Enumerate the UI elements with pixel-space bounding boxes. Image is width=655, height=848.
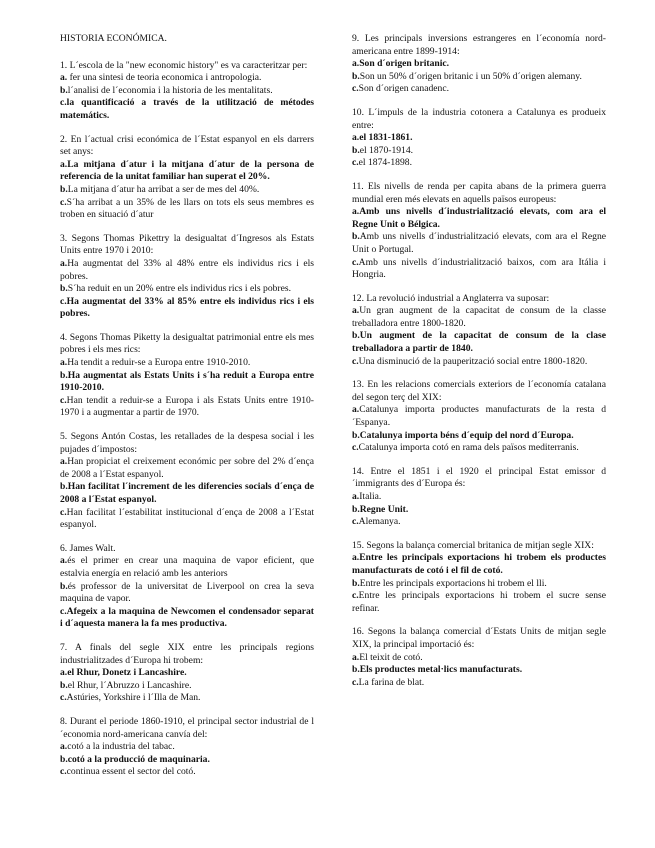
option-letter: a. xyxy=(60,158,68,170)
option-letter: c. xyxy=(352,157,359,169)
question-stem: 7. A finals del segle XIX entre les principals regions industrialitzades d´Europa hi trobem: xyxy=(60,641,314,666)
option-text: Alemanya. xyxy=(358,516,401,528)
answer-option xyxy=(60,456,314,481)
option-letter: a. xyxy=(352,491,360,502)
option-text: Una disminució de la pauperització social entre 1800-1820. xyxy=(358,355,588,367)
option-letter: a. xyxy=(60,72,68,84)
option-letter: c. xyxy=(352,590,359,602)
option-text: Amb uns nivells d´industrialització baixos, com ara Itália i Hongria. xyxy=(352,256,606,281)
option-text: cotó a la producció de maquinaria. xyxy=(67,753,210,765)
answer-option xyxy=(352,83,606,96)
answer-option-correct xyxy=(352,664,606,677)
answer-option-correct xyxy=(352,552,606,577)
answer-option xyxy=(60,72,314,85)
right-column xyxy=(352,33,606,700)
answer-option-correct xyxy=(352,132,606,145)
answer-option xyxy=(352,157,606,170)
answer-option-correct xyxy=(60,370,314,395)
option-letter: c. xyxy=(352,355,359,367)
answer-option-correct xyxy=(60,481,314,506)
answer-option xyxy=(60,283,314,296)
option-text: la quantificació a través de la utilització de métodes matemátics. xyxy=(60,97,314,121)
option-letter: a. xyxy=(352,206,360,218)
option-letter: b. xyxy=(60,369,68,381)
option-text: Catalunya importa productes manufacturats de la resta d´Espanya. xyxy=(352,404,606,429)
option-letter: a. xyxy=(60,741,68,753)
option-text: El teixit de cotó. xyxy=(359,651,423,663)
option-text: Amb uns nivells d´industrialització elevats, com ara el Regne Unit o Portugal. xyxy=(352,231,606,255)
option-letter: b. xyxy=(352,503,360,515)
option-text: continua essent el sector del cotó. xyxy=(66,766,196,778)
option-letter: b. xyxy=(352,664,360,676)
answer-option-correct xyxy=(60,606,314,631)
answer-option-correct xyxy=(352,504,606,517)
option-text: Han facilitat l´increment de les diferencies socials d´ença de 2008 a l´Estat espanyol. xyxy=(60,481,314,505)
option-letter: a. xyxy=(352,132,360,144)
option-letter: a. xyxy=(60,257,68,269)
option-letter: c. xyxy=(352,676,359,688)
answer-option-correct xyxy=(60,97,314,122)
answer-option xyxy=(352,145,606,158)
option-text: Catalunya importa béns d´equip del nord d´Europa. xyxy=(359,429,574,441)
option-text: Un gran augment de la capacitat de consum de la classe treballadora entre 1800-1820. xyxy=(352,305,606,329)
option-letter: b. xyxy=(60,183,68,195)
answer-option xyxy=(352,578,606,591)
answer-option xyxy=(60,741,314,754)
question-block xyxy=(352,379,606,455)
option-text: Ha augmentat als Estats Units i s´ha reduit a Europa entre 1910-2010. xyxy=(60,369,314,394)
question-stem: 5. Segons Antón Costas, les retallades de la despesa social i les pujades d´impostos: xyxy=(60,431,314,455)
question-stem: 2. En l´actual crisi económica de l´Estat espanyol en els darrers set anys: xyxy=(60,133,314,158)
answer-option xyxy=(352,516,606,529)
question-block xyxy=(352,626,606,689)
option-text: Han tendit a reduir-se a Europa i als Estats Units entre 1910-1970 i a augmentar a partir de 1970. xyxy=(60,394,314,419)
option-text: Afegeix a la maquina de Newcomen el condensador separat i d´aquesta manera la fa mes productiva. xyxy=(60,605,314,630)
option-letter: c. xyxy=(352,83,359,95)
answer-option xyxy=(60,395,314,420)
answer-option-correct xyxy=(60,667,314,680)
option-letter: a. xyxy=(60,555,68,567)
question-block xyxy=(60,134,314,222)
option-letter: b. xyxy=(352,231,360,243)
question-block xyxy=(352,33,606,96)
option-text: Astúries, Yorkshire i l´Illa de Man. xyxy=(66,692,201,704)
answer-option xyxy=(60,507,314,532)
option-text: Amb uns nivells d´industrialització elevats, com ara el Regne Unit o Bélgica. xyxy=(352,206,606,230)
option-letter: c. xyxy=(352,256,359,268)
option-letter: a. xyxy=(352,552,360,564)
option-text: és professor de la universitat de Liverpool on crea la seva maquina de vapor. xyxy=(60,580,314,605)
option-letter: b. xyxy=(60,84,68,96)
answer-option xyxy=(60,184,314,197)
option-text: Entre les principals exportacions hi trobem els productes manufacturats de cotó i el fil de cotó. xyxy=(352,552,606,576)
answer-option-correct xyxy=(352,58,606,71)
answer-option xyxy=(352,231,606,256)
option-letter: b. xyxy=(352,577,360,589)
answer-option xyxy=(352,356,606,369)
option-text: el 1831-1861. xyxy=(359,132,413,144)
option-text: Entre les principals exportacions hi trobem el lli. xyxy=(359,577,547,589)
option-letter: b. xyxy=(352,330,360,342)
question-stem: 3. Segons Thomas Pikettry la desigualtat d´Ingresos als Estats Units entre 1970 i 2010: xyxy=(60,232,314,257)
question-stem: 9. Les principals inversions estrangeres en l´economía nord-americana entre 1899-1914: xyxy=(352,33,606,57)
question-stem: 8. Durant el periode 1860-1910, el principal sector industrial de l´economia nord-americana canvía del: xyxy=(60,715,314,740)
answer-option xyxy=(352,442,606,455)
question-block xyxy=(352,540,606,616)
question-block xyxy=(352,107,606,170)
answer-option-correct xyxy=(60,754,314,767)
option-letter: a. xyxy=(352,58,360,70)
option-letter: c. xyxy=(60,295,67,307)
option-letter: c. xyxy=(352,442,359,454)
option-text: Ha augmentat del 33% al 48% entre els individus rics i els pobres. xyxy=(60,257,314,282)
option-text: La farina de blat. xyxy=(358,676,425,688)
answer-option xyxy=(60,680,314,693)
question-block xyxy=(60,233,314,321)
option-text: cotó a la industria del tabac. xyxy=(67,741,175,753)
option-text: Ha augmentat del 33% al 85% entre els individus rics i els pobres. xyxy=(60,295,314,320)
option-letter: c. xyxy=(60,605,67,617)
answer-option xyxy=(60,85,314,98)
option-letter: c. xyxy=(352,516,359,528)
answer-option xyxy=(352,404,606,429)
answer-option xyxy=(352,305,606,330)
question-block xyxy=(352,293,606,369)
question-stem: 15. Segons la balança comercial britanica de mitjan segle XIX: xyxy=(352,539,594,551)
option-letter: b. xyxy=(60,753,68,765)
answer-option xyxy=(60,581,314,606)
question-block xyxy=(60,332,314,420)
question-stem: 11. Els nivells de renda per capita abans de la primera guerra mundial eren més elevats en aquells països europeus: xyxy=(352,180,606,205)
left-column xyxy=(60,33,314,790)
option-letter: c. xyxy=(60,506,67,518)
question-stem: 4. Segons Thomas Piketty la desigualtat patrimonial entre els mes pobres i els mes rics: xyxy=(60,331,314,356)
question-stem: 16. Segons la balança comercial d´Estats Units de mitjan segle XIX, la principal importació és: xyxy=(352,626,606,650)
question-block xyxy=(352,181,606,282)
option-letter: b. xyxy=(352,70,360,82)
option-letter: c. xyxy=(60,766,67,778)
option-letter: a. xyxy=(352,305,360,317)
option-text: S´ha reduit en un 20% entre els individus rics i els pobres. xyxy=(67,283,292,295)
answer-option xyxy=(60,258,314,283)
question-block xyxy=(60,642,314,705)
option-letter: b. xyxy=(60,283,68,295)
option-letter: b. xyxy=(352,144,360,156)
option-letter: a. xyxy=(60,357,68,369)
option-text: és el primer en crear una maquina de vapor eficient, que estalvia energía en relació amb les anteriors xyxy=(60,555,314,579)
option-text: Han propiciat el creixement económic per sobre del 2% d´ença de 2008 a l´Estat espanyol. xyxy=(60,456,314,480)
option-text: el 1870-1914. xyxy=(359,144,414,156)
document-title: HISTORIA ECONÓMICA. xyxy=(60,33,167,44)
option-letter: a. xyxy=(60,456,68,468)
question-block xyxy=(60,543,314,631)
option-letter: a. xyxy=(352,404,360,416)
answer-option-correct xyxy=(352,430,606,443)
answer-option-correct xyxy=(352,330,606,355)
option-text: Catalunya importa cotó en rama dels països mediterranis. xyxy=(358,442,579,454)
option-text: fer una sintesi de teoria economica i antropologia. xyxy=(67,72,262,84)
answer-option xyxy=(60,766,314,779)
option-text: Italia. xyxy=(359,491,382,502)
option-letter: b. xyxy=(60,481,68,493)
answer-option xyxy=(60,197,314,222)
option-text: Ha tendit a reduir-se a Europa entre 1910-2010. xyxy=(67,357,251,369)
answer-option xyxy=(352,257,606,282)
option-text: Els productes metal·lics manufacturats. xyxy=(359,664,523,676)
option-text: S´ha arribat a un 35% de les llars on tots els seus membres es troben en situació d´atur xyxy=(60,196,314,221)
option-letter: b. xyxy=(352,429,360,441)
answer-option-correct xyxy=(60,296,314,321)
option-text: Son un 50% d´origen britanic i un 50% d´origen alemany. xyxy=(359,70,582,82)
question-stem: 14. Entre el 1851 i el 1920 el principal Estat emissor d´immigrants des d´Europa és: xyxy=(352,465,606,490)
option-text: Entre les principals exportacions hi trobem el sucre sense refinar. xyxy=(352,590,606,614)
question-stem: 10. L´impuls de la industria cotonera a Catalunya es produeix entre: xyxy=(352,106,606,131)
answer-option xyxy=(352,71,606,84)
option-letter: a. xyxy=(352,651,360,663)
option-letter: a. xyxy=(60,667,68,679)
answer-option-correct xyxy=(352,206,606,231)
option-text: l´analisi de l´economia i la historia de les mentalitats. xyxy=(67,84,273,96)
option-text: el 1874-1898. xyxy=(358,157,412,169)
answer-option xyxy=(60,357,314,370)
option-letter: c. xyxy=(60,394,67,406)
question-block xyxy=(60,60,314,123)
answer-option xyxy=(60,692,314,705)
option-text: Son d´origen canadenc. xyxy=(358,83,449,95)
option-text: La mitjana d´atur ha arribat a ser de mes del 40%. xyxy=(67,183,260,195)
option-letter: c. xyxy=(60,196,67,208)
question-block xyxy=(60,716,314,779)
answer-option xyxy=(352,590,606,615)
option-text: Son d´origen britanic. xyxy=(359,58,450,70)
question-block xyxy=(352,466,606,529)
answer-option xyxy=(352,652,606,665)
option-text: el Rhur, l´Abruzzo i Lancashire. xyxy=(67,679,192,691)
answer-option xyxy=(60,555,314,580)
question-stem: 12. La revolució industrial a Anglaterra va suposar: xyxy=(352,292,550,304)
answer-option xyxy=(352,677,606,690)
question-stem: 1. L´escola de la "new economic history" es va caracteritzar per: xyxy=(60,59,308,71)
option-letter: c. xyxy=(60,97,67,109)
option-text: Un augment de la capacitat de consum de la clase treballadora a partir de 1840. xyxy=(352,330,606,355)
answer-option xyxy=(352,491,606,504)
option-text: Han facilitat l´estabilitat institucional d´ença de 2008 a l´Estat espanyol. xyxy=(60,506,314,531)
option-text: La mitjana d´atur i la mitjana d´atur de la persona de referencia de la unitat familiar han superat el 20%. xyxy=(60,158,314,183)
option-letter: c. xyxy=(60,692,67,704)
option-letter: b. xyxy=(60,679,68,691)
option-text: Regne Unit. xyxy=(359,503,409,515)
answer-option-correct xyxy=(60,159,314,184)
option-text: el Rhur, Donetz i Lancashire. xyxy=(67,667,187,679)
option-letter: b. xyxy=(60,580,68,592)
question-stem: 6. James Walt. xyxy=(60,542,116,554)
question-block xyxy=(60,431,314,532)
question-stem: 13. En les relacions comercials exteriors de l´economía catalana del segon terç del XIX: xyxy=(352,379,606,403)
